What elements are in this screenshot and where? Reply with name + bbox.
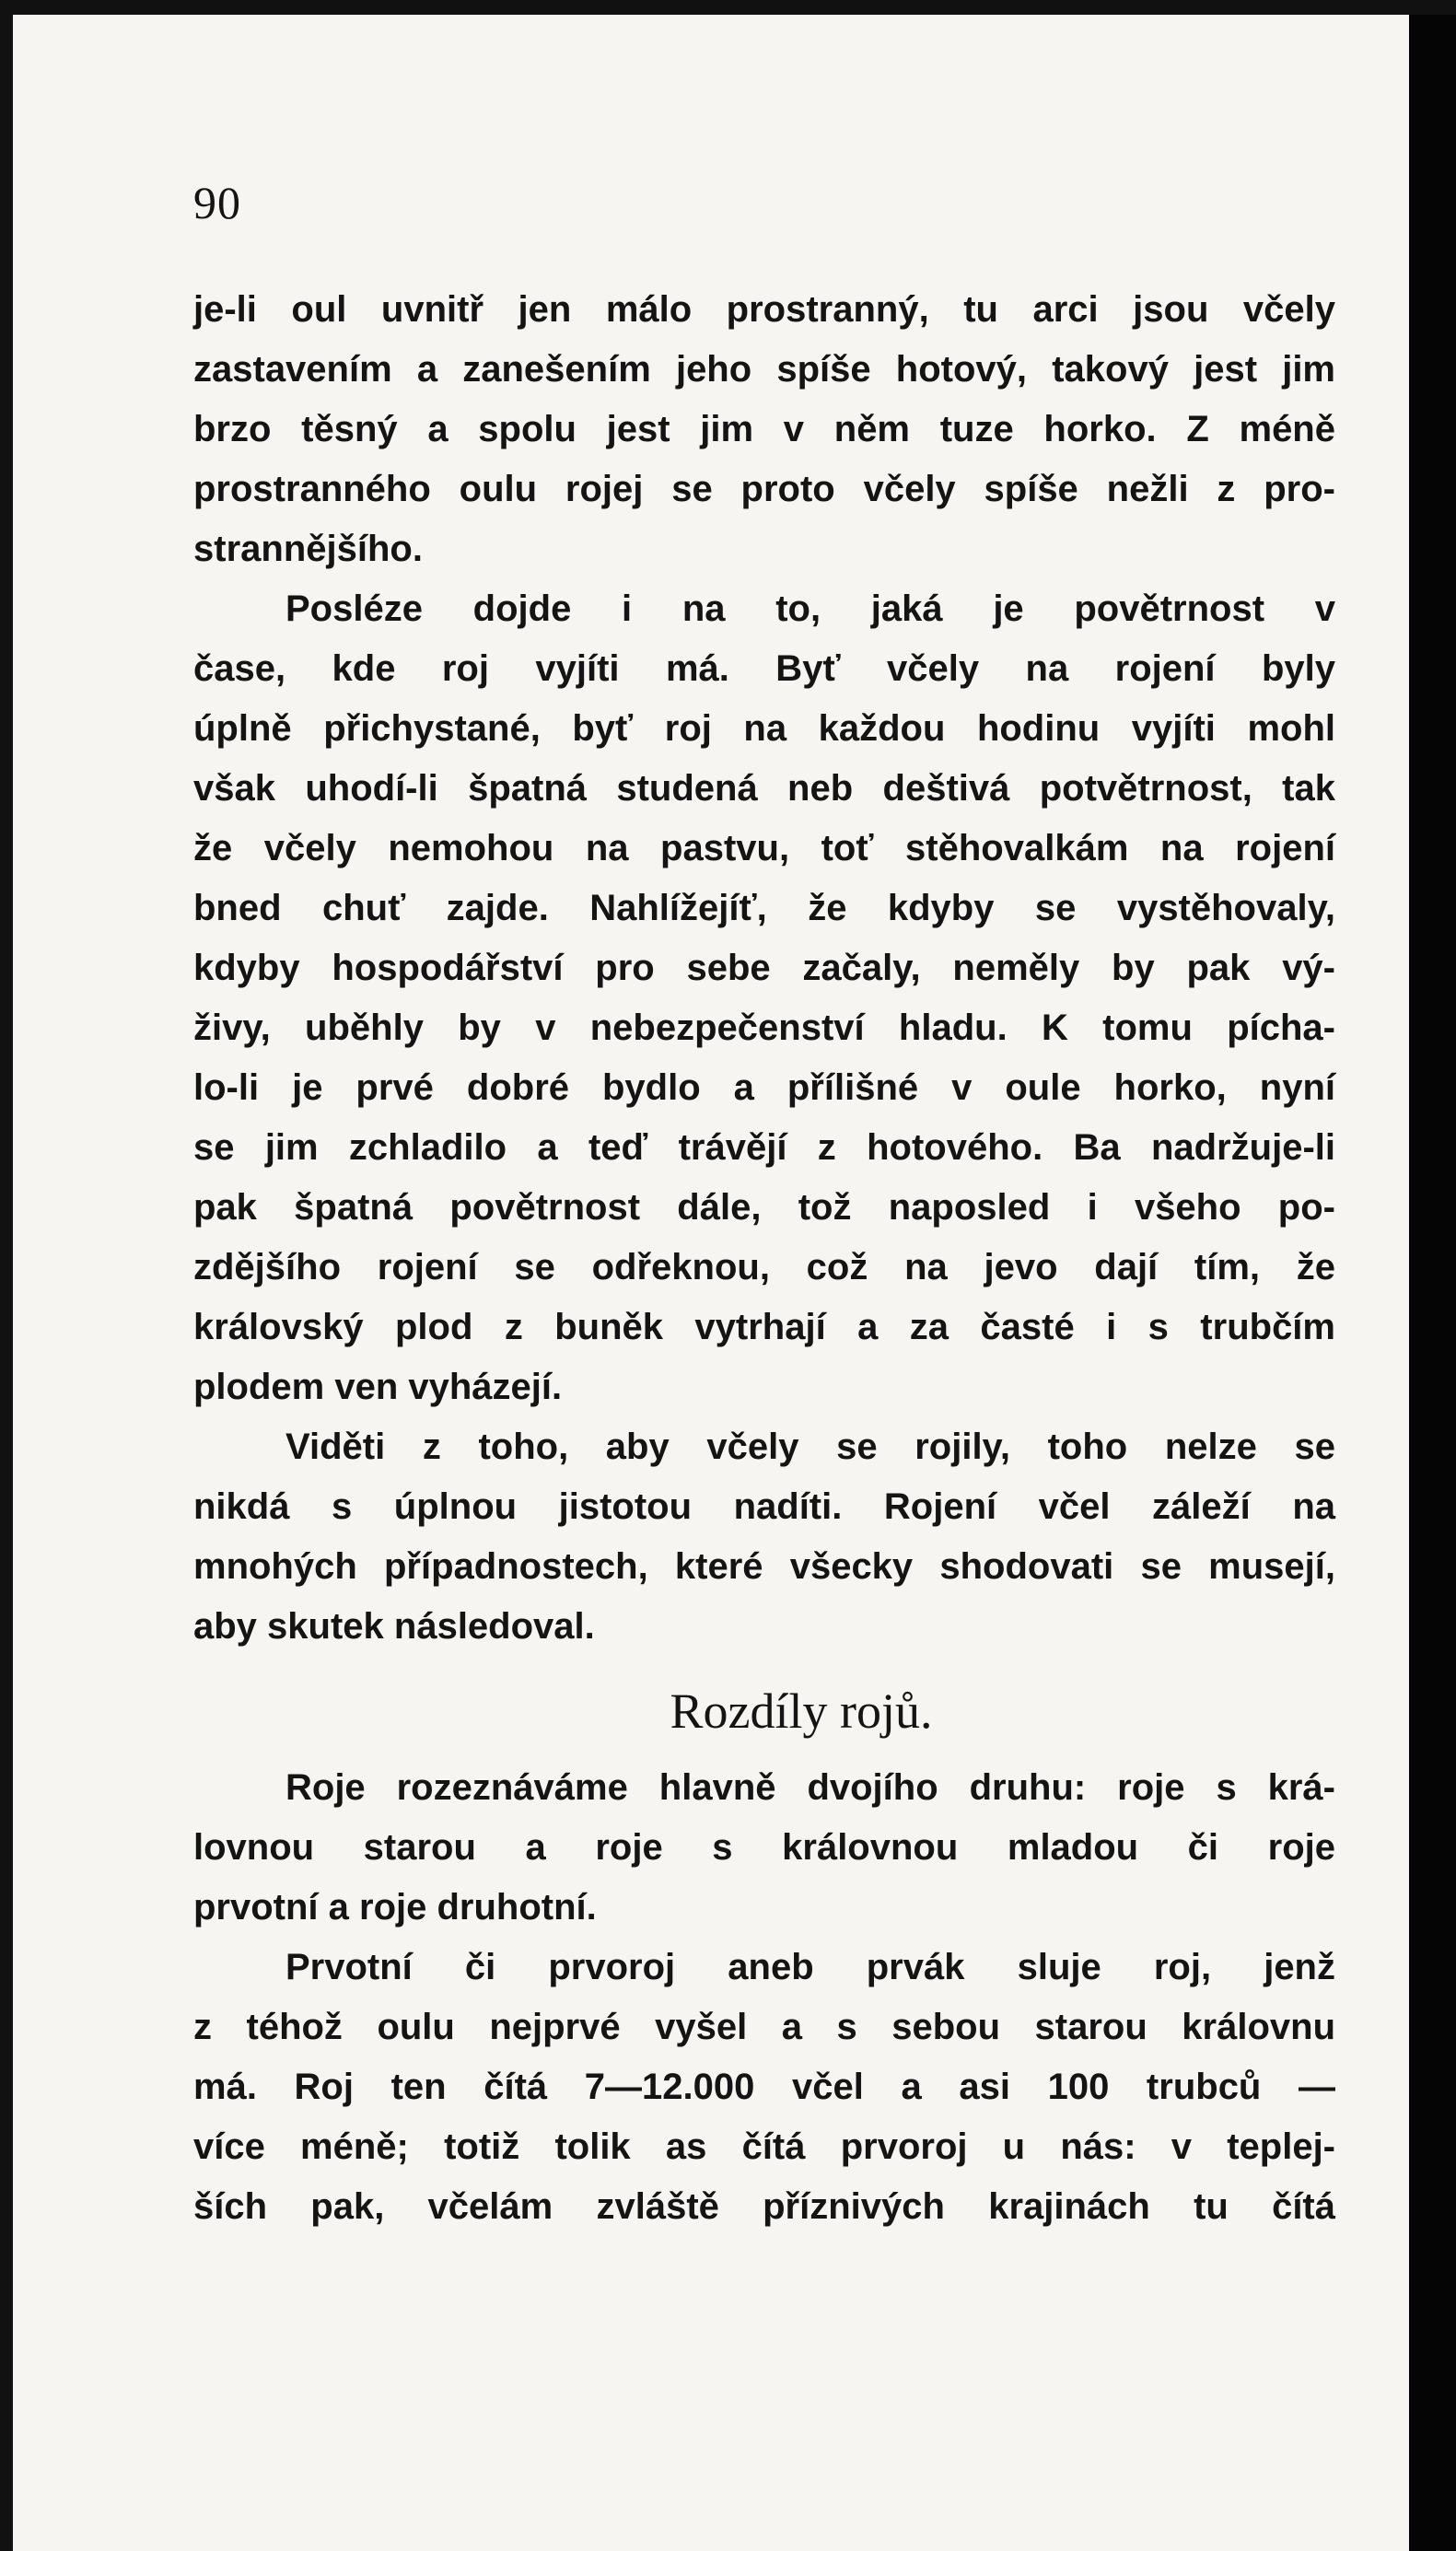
paragraph-1	[193, 280, 1335, 579]
text-line: úplně přichystané, byť roj na každou hodinu vyjíti mohl	[193, 708, 1335, 749]
text-line: kdyby hospodářství pro sebe začaly, neměly by pak vý-	[193, 948, 1335, 988]
text-line: lovnou starou a roje s královnou mladou či roje	[193, 1827, 1335, 1868]
text-line: zastavením a zanešením jeho spíše hotový, takový jest jim	[193, 349, 1335, 390]
text-line: plodem ven vyházejí.	[193, 1367, 563, 1407]
text-line: brzo těsný a spolu jest jim v něm tuze horko. Z méně	[193, 409, 1335, 449]
text-line: čase, kde roj vyjíti má. Byť včely na rojení byly	[193, 648, 1335, 689]
text-line: aby skutek následoval.	[193, 1606, 595, 1647]
text-line: že včely nemohou na pastvu, toť stěhovalkám na rojení	[193, 828, 1335, 868]
paragraph-4	[193, 1758, 1335, 1938]
text-line: je-li oul uvnitř jen málo prostranný, tu arci jsou včely	[193, 289, 1335, 330]
text-line: Prvotní či prvoroj aneb prvák sluje roj, jenž	[285, 1947, 1335, 1987]
paragraph-5	[193, 1938, 1335, 2237]
text-line: zdějšího rojení se odřeknou, což na jevo dají tím, že	[193, 1247, 1335, 1287]
page-content	[193, 175, 1335, 2237]
text-line: lo-li je prvé dobré bydlo a přílišné v oule horko, nyní	[193, 1067, 1335, 1108]
text-line: Viděti z toho, aby včely se rojily, toho nelze se	[285, 1427, 1335, 1467]
text-line: prostranného oulu rojej se proto včely spíše nežli z pro-	[193, 469, 1335, 509]
text-line: královský plod z buněk vytrhají a za časté i s trubčím	[193, 1307, 1335, 1347]
text-line: živy, uběhly by v nebezpečenství hladu. K tomu pícha-	[193, 1008, 1335, 1048]
text-line: z téhož oulu nejprvé vyšel a s sebou starou královnu	[193, 2007, 1335, 2047]
text-line: však uhodí-li špatná studená neb deštivá potvětrnost, tak	[193, 768, 1335, 809]
text-line: pak špatná povětrnost dále, tož naposled i všeho po-	[193, 1187, 1335, 1228]
text-line: strannějšího.	[193, 529, 423, 569]
section-heading: Rozdíly rojů.	[670, 1683, 933, 1739]
text-line: Posléze dojde i na to, jaká je povětrnost v	[285, 588, 1335, 629]
paragraph-3	[193, 1417, 1335, 1657]
page-number: 90	[193, 177, 241, 228]
text-line: ších pak, včelám zvláště příznivých krajinách tu čítá	[193, 2186, 1335, 2227]
text-line: nikdá s úplnou jistotou nadíti. Rojení včel záleží na	[193, 1486, 1335, 1527]
text-line: se jim zchladilo a teď trávějí z hotového. Ba nadržuje-li	[193, 1127, 1335, 1168]
paragraph-2	[193, 579, 1335, 1417]
text-line: má. Roj ten čítá 7—12.000 včel a asi 100 trubců —	[193, 2067, 1335, 2107]
text-line: Roje rozeznáváme hlavně dvojího druhu: roje s krá-	[285, 1767, 1335, 1808]
scan-edge-shadow	[1409, 15, 1456, 2551]
text-line: více méně; totiž tolik as čítá prvoroj u nás: v teplej-	[193, 2126, 1335, 2167]
text-line: prvotní a roje druhotní.	[193, 1887, 597, 1928]
text-line: bned chuť zajde. Nahlížejíť, že kdyby se vystěhovaly,	[193, 888, 1335, 928]
text-line: mnohých případnostech, které všecky shodovati se musejí,	[193, 1546, 1335, 1587]
